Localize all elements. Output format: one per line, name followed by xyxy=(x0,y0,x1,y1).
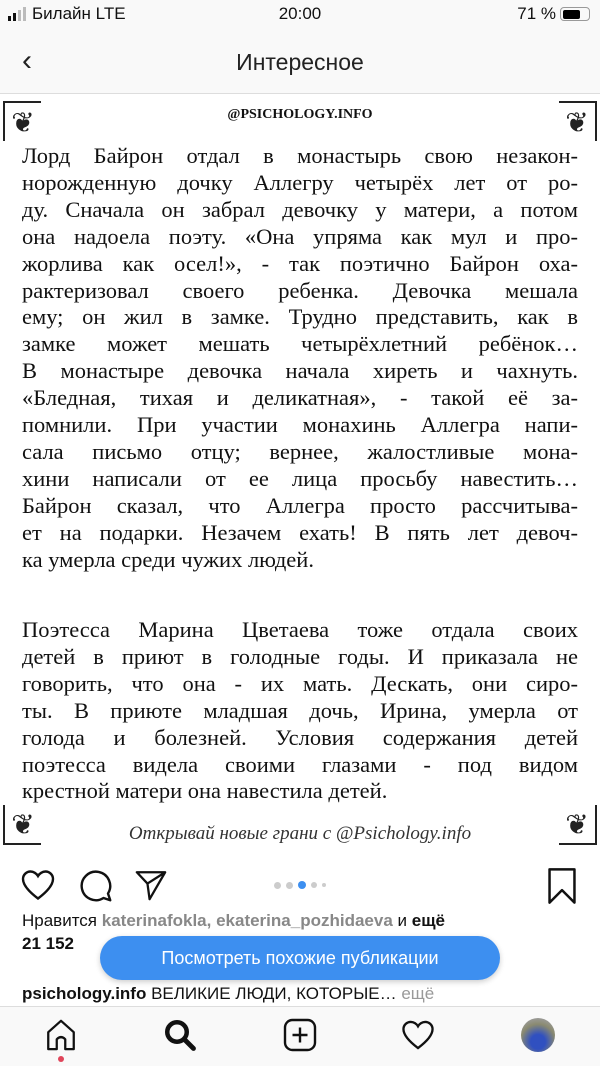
post-handle: @PSICHOLOGY.INFO xyxy=(227,107,373,122)
carousel-dot xyxy=(298,881,306,889)
likes-more[interactable]: ещё xyxy=(411,911,446,930)
text-line: жорлива как осел!», - так поэтично Байрон оха- xyxy=(22,250,578,276)
post-image[interactable] xyxy=(0,95,600,860)
text-line: ет на подарки. Незачем ехать! В пять лет девоч- xyxy=(22,519,578,545)
battery-percent: 71 % xyxy=(517,4,556,23)
clock: 20:00 xyxy=(278,4,322,23)
text-line: сала письмо отцу; вернее, жалостливые мона- xyxy=(22,438,578,464)
activity-icon[interactable] xyxy=(400,1019,436,1051)
text-line: ты. В приюте младшая дочь, Ирина, умерла от xyxy=(22,697,578,723)
text-line: Лорд Байрон отдал в монастырь свою незакон- xyxy=(22,143,578,168)
text-line: Байрон сказал, что Аллегра просто рассчитыва- xyxy=(22,492,578,518)
ornament-icon: ❦ xyxy=(3,805,41,845)
likes-count[interactable]: 21 152 xyxy=(22,934,74,953)
paragraph-2 xyxy=(22,617,578,805)
text-line: замке может мешать четырёхлетний ребёнок… xyxy=(22,331,578,357)
text-line: она надоела поэту. «Она упряма как мул и про- xyxy=(22,223,578,249)
see-similar-posts-button[interactable]: Посмотреть похожие публикации xyxy=(100,936,500,980)
text-line: ду. Сначала он забрал девочку у матери, а потом xyxy=(22,196,578,222)
tab-bar xyxy=(0,1006,600,1066)
new-post-icon[interactable] xyxy=(282,1017,318,1053)
text-line: «Бледная, тихая и деликатная», - такой её за- xyxy=(22,385,578,411)
post-footer: Открывай новые грани с @Psichology.info xyxy=(128,823,472,844)
paragraph-1 xyxy=(22,143,578,574)
text-line: помнили. При участии монахинь Аллегра напи- xyxy=(22,412,578,438)
search-icon[interactable] xyxy=(162,1017,198,1053)
carousel-dot xyxy=(274,882,281,889)
text-line: хини написали от ее лица просьбу навестить… xyxy=(22,465,578,491)
text-line: рактеризовал своего ребенка. Девочка мешала xyxy=(22,277,578,303)
text-line: В монастыре девочка начала хиреть и чахнуть. xyxy=(22,358,578,384)
caption xyxy=(22,984,434,1004)
text-line: норожденную дочку Аллегру четырёх лет от ро- xyxy=(22,169,578,195)
carousel-dot xyxy=(286,882,293,889)
status-bar xyxy=(0,0,600,30)
caption-username[interactable]: psichology.info xyxy=(22,984,147,1003)
likes-prefix: Нравится xyxy=(22,911,98,930)
text-line: Поэтесса Марина Цветаева тоже отдала своих xyxy=(22,617,578,642)
text-line: ка умерла среди чужих людей. xyxy=(22,546,314,572)
nav-bar xyxy=(0,30,600,94)
liked-by-names[interactable]: katerinafokla, ekaterina_pozhidaeva xyxy=(101,911,393,930)
ornament-icon: ❦ xyxy=(559,101,597,141)
carrier: Билайн LTE xyxy=(32,4,126,23)
carousel-indicator xyxy=(0,881,600,889)
text-line: говорить, что она - их мать. Дескать, они сиро- xyxy=(22,670,578,696)
home-icon[interactable] xyxy=(44,1018,78,1052)
ornament-icon: ❦ xyxy=(559,805,597,845)
ornament-icon: ❦ xyxy=(3,101,41,141)
text-line: поэтесса видела своими глазами - под видом xyxy=(22,751,578,777)
battery-icon xyxy=(560,7,590,21)
text-line: голода и болезней. Условия содержания детей xyxy=(22,724,578,750)
back-button[interactable]: ‹ xyxy=(22,44,32,77)
likes-and: и xyxy=(397,911,408,930)
carousel-dot xyxy=(311,882,317,888)
profile-avatar[interactable] xyxy=(521,1018,555,1052)
text-line: крестной матери она навестила детей. xyxy=(22,778,388,804)
notification-dot xyxy=(58,1056,64,1062)
caption-more-link[interactable]: ещё xyxy=(401,984,435,1003)
text-line: ему; он жил в замке. Трудно представить, как в xyxy=(22,304,578,330)
caption-text: ВЕЛИКИЕ ЛЮДИ, КОТОРЫЕ… xyxy=(151,984,397,1003)
page-title: Интересное xyxy=(236,49,364,75)
text-line: детей в приют в голодные годы. И приказала не xyxy=(22,643,578,669)
carousel-dot xyxy=(322,883,326,887)
